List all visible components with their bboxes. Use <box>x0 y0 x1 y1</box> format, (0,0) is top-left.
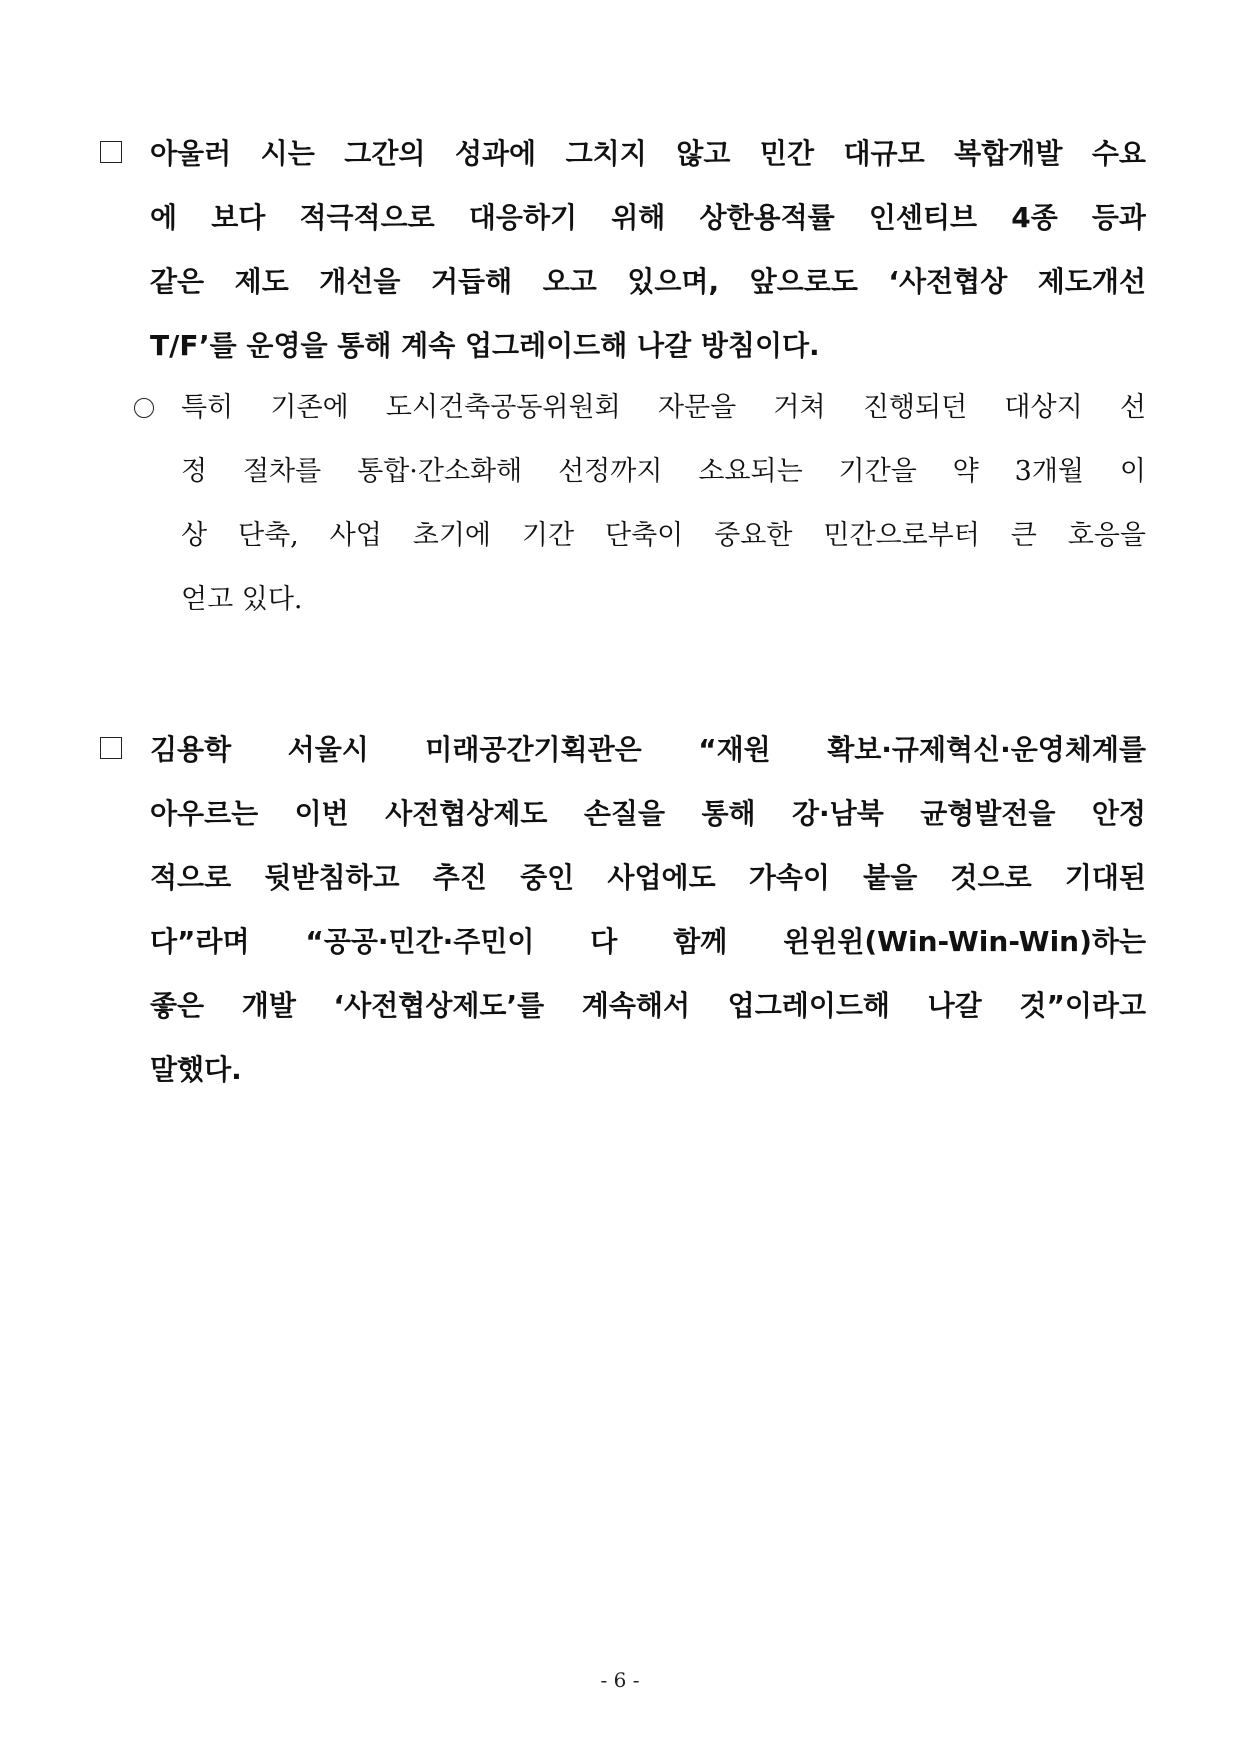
paragraph-line <box>100 440 1146 504</box>
paragraph-line <box>100 910 1146 974</box>
paragraph-line <box>100 974 1146 1038</box>
paragraph-line-text: 김용학 서울시 미래공간기획관은 “재원 확보·규제혁신·운영체계를 <box>150 733 1146 766</box>
paragraph-line-text: 다”라며 “공공·민간·주민이 다 함께 윈윈윈(Win-Win-Win)하는 <box>150 925 1146 958</box>
checkbox-bullet-icon <box>100 141 122 163</box>
paragraph-line <box>100 568 1146 632</box>
page-number: - 6 - <box>600 1668 640 1692</box>
paragraph-line-text: 상 단축, 사업 초기에 기간 단축이 중요한 민간으로부터 큰 호응을 <box>181 520 1146 551</box>
paragraph-line <box>100 122 1146 186</box>
paragraph-line-text: 아우르는 이번 사전협상제도 손질을 통해 강·남북 균형발전을 안정 <box>150 797 1146 830</box>
paragraph-line-text: 에 보다 적극적으로 대응하기 위해 상한용적률 인센티브 4종 등과 <box>150 201 1146 234</box>
paragraph-line-text: T/F’를 운영을 통해 계속 업그레이드해 나갈 방침이다. <box>150 329 820 362</box>
paragraph-line-text: 정 절차를 통합·간소화해 선정까지 소요되는 기간을 약 3개월 이 <box>181 456 1146 487</box>
paragraph-line <box>100 186 1146 250</box>
paragraph-line <box>100 782 1146 846</box>
paragraph-line-text: 같은 제도 개선을 거듭해 오고 있으며, 앞으로도 ‘사전협상 제도개선 <box>150 265 1146 298</box>
paragraph-line-text: 적으로 뒷받침하고 추진 중인 사업에도 가속이 붙을 것으로 기대된 <box>150 861 1146 894</box>
paragraph-2 <box>100 376 1146 632</box>
paragraph-3 <box>100 718 1146 1102</box>
paragraph-line <box>100 376 1146 440</box>
paragraph-line-text: 특히 기존에 도시건축공동위원회 자문을 거쳐 진행되던 대상지 선 <box>181 392 1146 423</box>
paragraph-line <box>100 1038 1146 1102</box>
paragraph-1 <box>100 122 1146 378</box>
paragraph-line-text: 얻고 있다. <box>181 584 303 615</box>
paragraph-line-text: 좋은 개발 ‘사전협상제도’를 계속해서 업그레이드해 나갈 것”이라고 <box>150 989 1146 1022</box>
paragraph-line-text: 아울러 시는 그간의 성과에 그치지 않고 민간 대규모 복합개발 수요 <box>150 137 1146 170</box>
paragraph-line-text: 말했다. <box>150 1053 242 1086</box>
paragraph-line <box>100 718 1146 782</box>
checkbox-bullet-icon <box>100 737 122 759</box>
paragraph-line <box>100 504 1146 568</box>
paragraph-line <box>100 314 1146 378</box>
paragraph-line <box>100 250 1146 314</box>
paragraph-line <box>100 846 1146 910</box>
circle-bullet-icon <box>134 398 154 418</box>
